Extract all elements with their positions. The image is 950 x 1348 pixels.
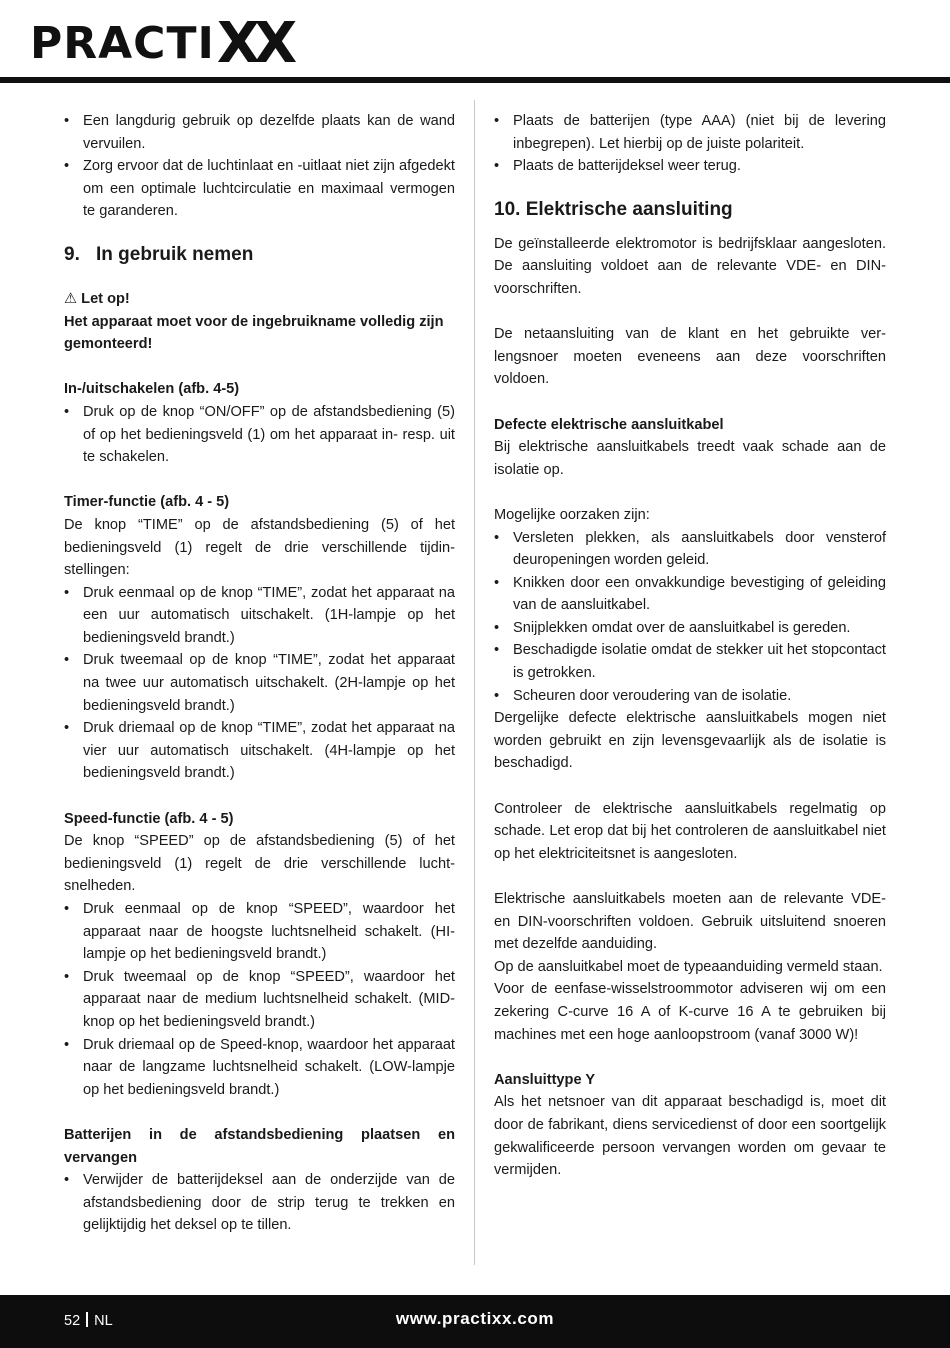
list-item: • Verwijder de batterijdeksel aan de onderzijde van de afstandsbediening door de strip terug te trekken en gelijktijdig het deksel op te tillen. <box>64 1172 455 1234</box>
paragraph: Voor de eenfase-wisselstroommotor adviseren wij om een zekering C-curve 16 A of K-curve 16 A te gebruiken bij machines met een hoge aanloopstroom (vanaf 3000 W)! <box>494 981 886 1043</box>
batteries-list <box>64 1169 455 1237</box>
causes-outro: Dergelijke defecte elektrische aansluitkabels mogen niet worden gebruikt en zijn levensgevaarlijk als de isolatie is beschadigd. <box>494 710 886 772</box>
onoff-title: In-/uitschakelen (afb. 4-5) <box>64 381 240 398</box>
column-divider <box>474 100 475 1265</box>
paragraph: Elektrische aansluitkabels moeten aan de relevante VDE- en DIN-voorschriften voldoen. Gebruik uitsluitend snoeren met dezelfde aanduiding. <box>494 891 886 953</box>
speed-text: De knop “SPEED” op de afstandsbediening (5) of het bedieningsveld (1) regelt de drie verschillende luchtsnelheden. <box>64 833 455 895</box>
paragraph: De netaansluiting van de klant en het gebruikte verlengsnoer moeten eveneens aan deze voorschriften voldoen. <box>494 326 886 388</box>
onoff-list <box>64 401 455 469</box>
list-item: • Druk tweemaal op de knop “TIME”, zodat het apparaat na twee uur automatisch uitschakelt. (2H-lampje op het bedieningsveld brandt.) <box>64 652 455 714</box>
warning-text: Het apparaat moet voor de ingebruikname volledig zijn gemonteerd! <box>64 313 444 353</box>
list-item: • Knikken door een onvakkundige bevestiging of geleiding van de aansluitkabel. <box>494 574 886 614</box>
left-column <box>64 110 455 1237</box>
speed-list <box>64 898 455 1101</box>
list-item: • Plaats de batterijen (type AAA) (niet bij de levering inbegrepen). Let hierbij op de juiste polariteit. <box>494 113 886 152</box>
causes-intro: Mogelijke oorzaken zijn: <box>494 506 650 523</box>
section-title: In gebruik nemen <box>96 243 254 265</box>
logo-text: PRACTI <box>30 17 215 69</box>
defect-text: Bij elektrische aansluitkabels treedt vaak schade aan de isolatie op. <box>494 439 886 478</box>
timer-list <box>64 582 455 785</box>
header-rule <box>0 77 950 83</box>
list-item: • Beschadigde isolatie omdat de stekker uit het stopcontact is getrokken. <box>494 642 886 682</box>
battery-list <box>494 110 886 178</box>
intro-list <box>64 110 455 223</box>
list-item: • Versleten plekken, als aansluitkabels door vensterof deuropeningen worden geleid. <box>494 529 886 569</box>
list-item: • Druk op de knop “ON/OFF” op de afstandsbediening (5) of op het bedieningsveld (1) om het apparaat in- resp. uit te schakelen. <box>64 403 455 466</box>
list-item: • Snijplekken omdat over de aansluitkabel is gereden. <box>494 619 851 636</box>
warning-icon: ⚠ <box>64 290 78 307</box>
section-title: Elektrische aansluiting <box>525 198 733 220</box>
type-y-title: Aansluittype Y <box>494 1071 596 1088</box>
defect-title: Defecte elektrische aansluitkabel <box>494 416 724 433</box>
section-number: 10. <box>494 198 521 220</box>
section-9-heading <box>64 243 455 267</box>
list-item: • Druk driemaal op de Speed-knop, waardoor het apparaat naar de langzame luchtsnelheid schakelt. (LOW-lampje op het bedieningsveld brandt.) <box>64 1036 455 1098</box>
section-number: 9. <box>64 243 80 265</box>
paragraph: Op de aansluitkabel moet de typeaanduiding vermeld staan. <box>494 958 883 975</box>
page-footer <box>0 1295 950 1348</box>
timer-title: Timer-functie (afb. 4 - 5) <box>64 494 230 511</box>
brand-logo <box>30 10 292 76</box>
paragraph: Controleer de elektrische aansluitkabels regelmatig op schade. Let erop dat bij het controleren de aansluitkabel niet op het elektriciteitsnet is aangesloten. <box>494 800 886 862</box>
speed-title: Speed-functie (afb. 4 - 5) <box>64 810 234 827</box>
right-column <box>494 110 886 1182</box>
list-item: • Een langdurig gebruik op dezelfde plaats kan de wand vervuilen. <box>64 113 455 152</box>
warning-label: ⚠ Let op! <box>64 290 130 307</box>
list-item: • Scheuren door veroudering van de isolatie. <box>494 687 792 704</box>
list-item: • Druk tweemaal op de knop “SPEED”, waardoor het apparaat naar de medium luchtsnelheid schakelt. (MID-knop op het bedieningsveld brandt.) <box>64 968 455 1030</box>
logo-xx: XX <box>216 10 292 76</box>
page-number: 52 <box>64 1313 81 1329</box>
timer-text: De knop “TIME” op de afstandsbediening (5) of het bedieningsveld (1) regelt de drie verschillende tijdinstellingen: <box>64 516 455 579</box>
list-item: • Plaats de batterijdeksel weer terug. <box>494 158 741 175</box>
type-y-text: Als het netsnoer van dit apparaat beschadigd is, moet dit door de fabrikant, diens servicedienst of door een soortgelijk gekwalificeerde persoon vervangen worden om gevaar te vermijden. <box>494 1094 886 1179</box>
paragraph: De geïnstalleerde elektromotor is bedrijfsklaar aangesloten. De aansluiting voldoet aan de relevante VDE- en DIN-voorschriften. <box>494 235 886 297</box>
language-code: NL <box>94 1313 113 1329</box>
list-item: • Zorg ervoor dat de luchtinlaat en -uitlaat niet zijn afgedekt om een optimale luchtcirculatie en maximaal vermogen te garanderen. <box>64 158 455 220</box>
list-item: • Druk eenmaal op de knop “TIME”, zodat het apparaat na een uur automatisch uitschakelt. (1H-lampje op het bedieningsveld brandt.) <box>64 584 455 646</box>
website-url: www.practixx.com <box>395 1309 555 1328</box>
batteries-title: Batterijen in de afstandsbediening plaatsen en vervangen <box>64 1126 455 1166</box>
list-item: • Druk eenmaal op de knop “SPEED”, waardoor het apparaat naar de hoogste luchtsnelheid schakelt. (HI-lampje op het bedieningsveld brandt.) <box>64 901 455 963</box>
causes-list <box>494 527 886 708</box>
list-item: • Druk driemaal op de knop “TIME”, zodat het apparaat na vier uur automatisch uitschakelt. (4H-lampje op het bedieningsveld brandt.) <box>64 720 455 782</box>
section-10-heading <box>494 198 886 222</box>
